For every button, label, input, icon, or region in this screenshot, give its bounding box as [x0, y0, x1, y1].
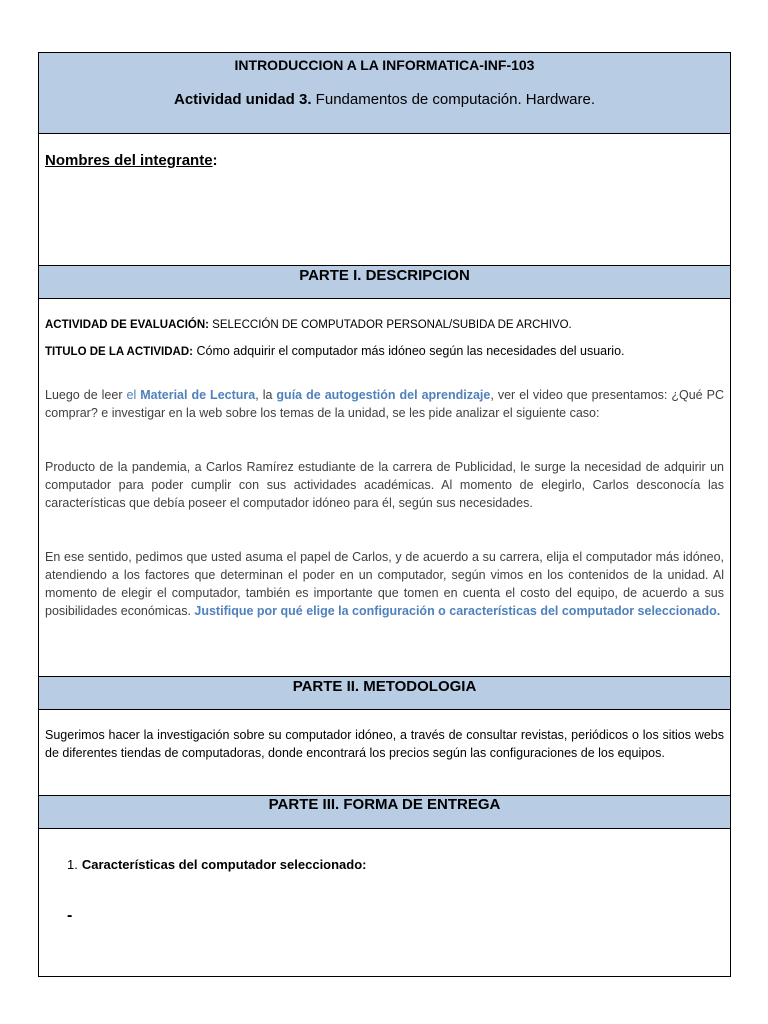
material-lectura-link[interactable]: Material de Lectura — [140, 388, 256, 402]
case-paragraph: Producto de la pandemia, a Carlos Ramírez estudiante de la carrera de Publicidad, le surge la necesidad de adquirir un computador para poder cumplir con sus actividades académicas. Al momento de elegirlo, Carlos desconocía las características que debía poseer el computador idóneo para él, según sus necesidades. — [45, 460, 724, 510]
names-label: Nombres del integrante: — [45, 152, 218, 169]
activity-title-line: TITULO DE LA ACTIVIDAD: Cómo adquirir el computador más idóneo según las necesidades del usuario. — [45, 344, 625, 358]
justify-instruction: Justifique por qué elige la configuración o características del computador seleccionado. — [194, 604, 721, 618]
part3-delivery — [39, 829, 730, 976]
delivery-item-1: 1. Características del computador seleccionado: — [67, 857, 367, 872]
activity-title-rest: Fundamentos de computación. Hardware. — [311, 91, 595, 108]
instructions-paragraph: En ese sentido, pedimos que usted asuma el papel de Carlos, y de acuerdo a su carrera, elija el computador más idóneo, atendiendo a los factores que determinan el poder en un computador, según vimos en los contenidos de la unidad. Al momento de elegir el computador, también es importante que tomen en cuenta el costo del equipo, de acuerdo a sus posibilidades económicas. Justifique por qué elige la configuración o características del computador seleccionado. — [45, 550, 724, 618]
guia-autogestion-link[interactable]: guía de autogestión del aprendizaje — [276, 388, 491, 402]
course-title: INTRODUCCION A LA INFORMATICA-INF-103 — [234, 57, 535, 73]
activity-title-bold: Actividad unidad 3. — [173, 91, 312, 108]
part1-header: PARTE I. DESCRIPCION — [39, 266, 730, 299]
activity-document — [38, 52, 731, 977]
part2-methodology — [39, 710, 730, 796]
methodology-text: Sugerimos hacer la investigación sobre su computador idóneo, a través de consultar revistas, periódicos o los sitios webs de diferentes tiendas de computadoras, donde encontrará los precios según las configuraciones de los equipos. — [45, 728, 724, 760]
evaluation-line: ACTIVIDAD DE EVALUACIÓN: SELECCIÓN DE COMPUTADOR PERSONAL/SUBIDA DE ARCHIVO. — [45, 319, 572, 331]
part2-header: PARTE II. METODOLOGIA — [39, 677, 730, 710]
part3-header: PARTE III. FORMA DE ENTREGA — [39, 796, 730, 829]
part1-description — [39, 299, 730, 677]
title-header — [39, 53, 730, 134]
activity-title — [39, 91, 730, 108]
intro-paragraph: Luego de leer el Material de Lectura, la guía de autogestión del aprendizaje, ver el video que presentamos: ¿Qué PC comprar? e investigar en la web sobre los temas de la unidad, se les pide analizar el siguiente caso: — [45, 388, 724, 420]
dash-bullet: - — [67, 907, 73, 924]
names-section — [39, 134, 730, 266]
